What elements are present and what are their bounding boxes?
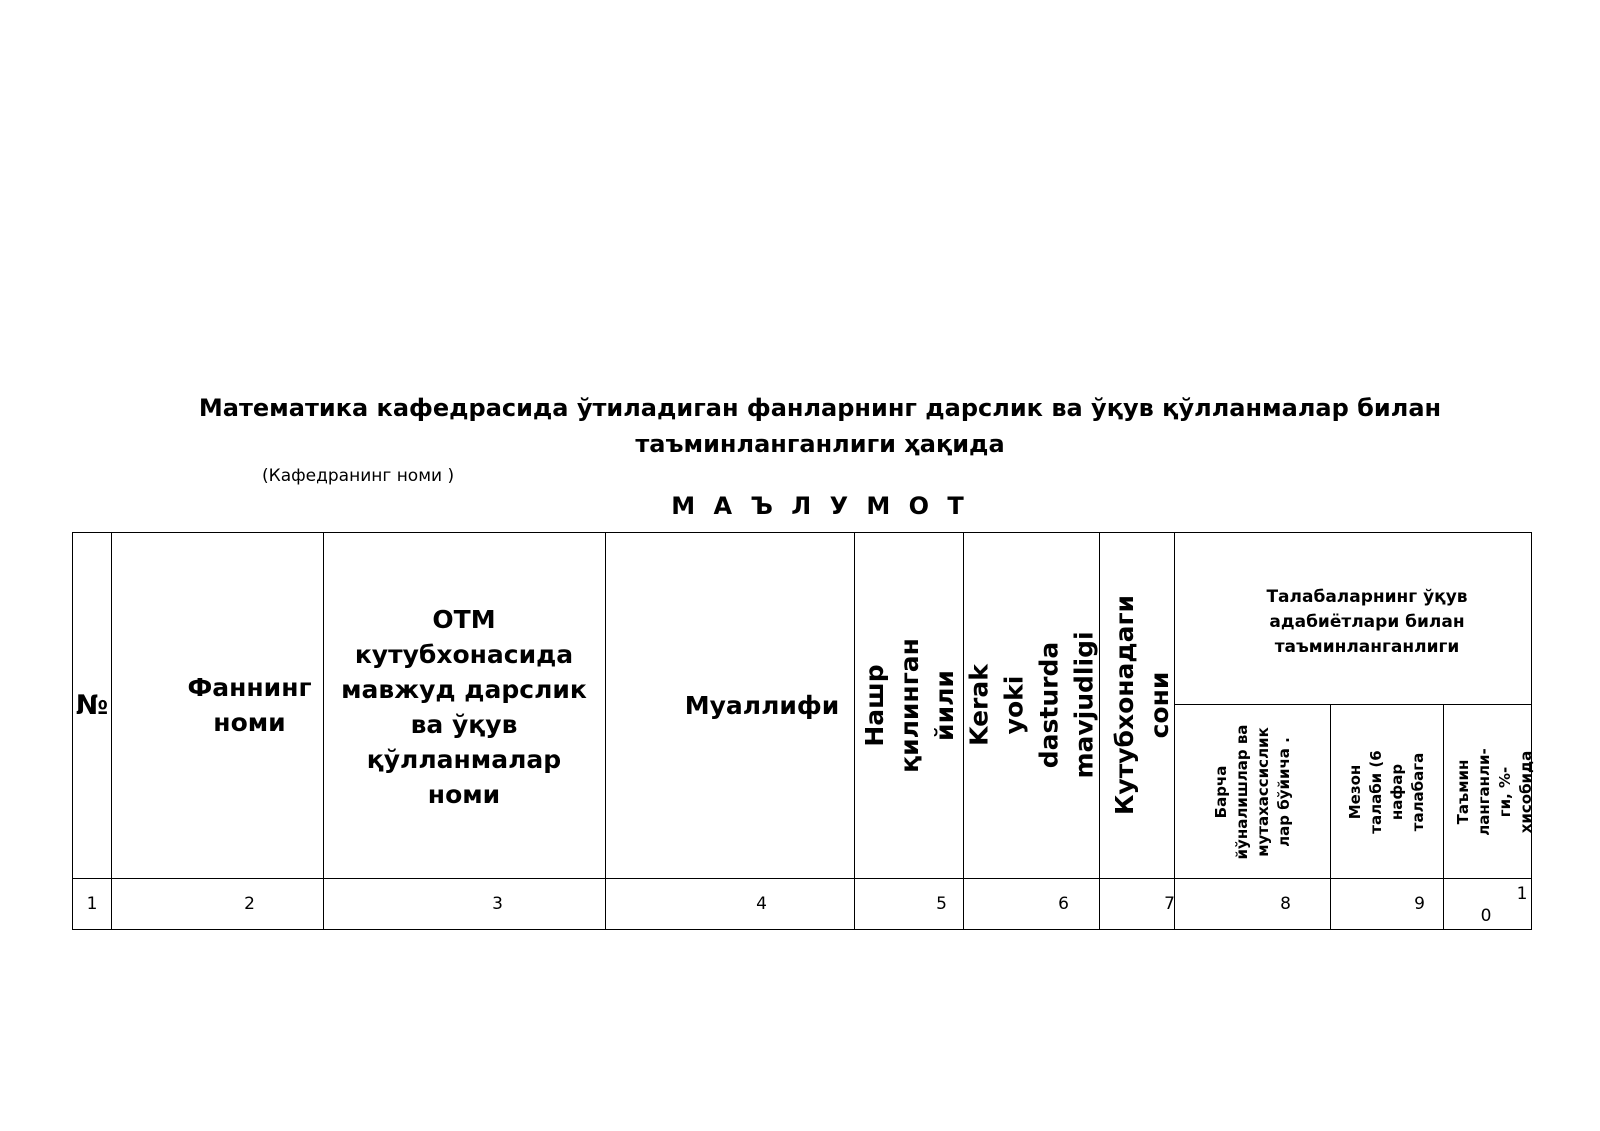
header-publication-year: Нашр қилинган йили [859, 637, 959, 773]
document-title: Математика кафедрасида ўтиладиган фанларнинг дарслик ва ўқув қўлланмалар билан таъминланганлиги ҳақида [198, 394, 1442, 458]
header-all-directions-cell [1175, 705, 1330, 878]
column-number-6: 6 [1058, 894, 1069, 914]
column-number-2: 2 [244, 894, 255, 914]
literature-table [72, 532, 1535, 930]
header-number: № [75, 689, 109, 721]
header-provision-percent: Таъмин ланганли-ги, %- хисобида [1453, 747, 1535, 836]
header-all-directions: Барча йўналишлар ва мутахассислик лар бўйича . [1211, 724, 1293, 859]
column-number-8: 8 [1280, 894, 1291, 914]
header-availability-cell [964, 532, 1099, 878]
department-caption: (Кафедранинг номи ) [262, 466, 455, 486]
header-provision-percent-cell [1444, 705, 1535, 878]
column-number-4: 4 [756, 894, 767, 914]
column-number-3: 3 [492, 894, 503, 914]
header-subject-name: Фаннинг номи [187, 673, 312, 737]
column-number-9: 9 [1414, 894, 1425, 914]
column-number-10-first-digit: 1 [1516, 884, 1528, 904]
column-number-7: 7 [1164, 894, 1175, 914]
header-criterion: Мезон талаби (6 нафар талабага [1346, 749, 1427, 834]
header-criterion-cell [1331, 705, 1443, 878]
header-author: Муаллифи [684, 690, 840, 720]
header-publication-year-cell [855, 532, 963, 878]
header-provision-group: Талабаларнинг ўқув адабиётлари билан таъминланганлиги [1266, 586, 1468, 657]
header-library-count: Кутубхонадаги сони [1110, 594, 1174, 816]
header-availability: Kerak yoki dasturda mavjudligi [964, 631, 1099, 779]
document-heading: М А Ъ Л У М О Т [671, 492, 969, 520]
column-number-10-second-digit: 0 [1480, 906, 1492, 926]
header-library-count-cell [1100, 532, 1174, 878]
column-number-1: 1 [86, 894, 98, 914]
column-number-5: 5 [936, 894, 947, 914]
header-textbook-name: ОТМ кутубхонасида мавжуд дарслик ва ўқув қўлланмалар номи [341, 605, 587, 809]
